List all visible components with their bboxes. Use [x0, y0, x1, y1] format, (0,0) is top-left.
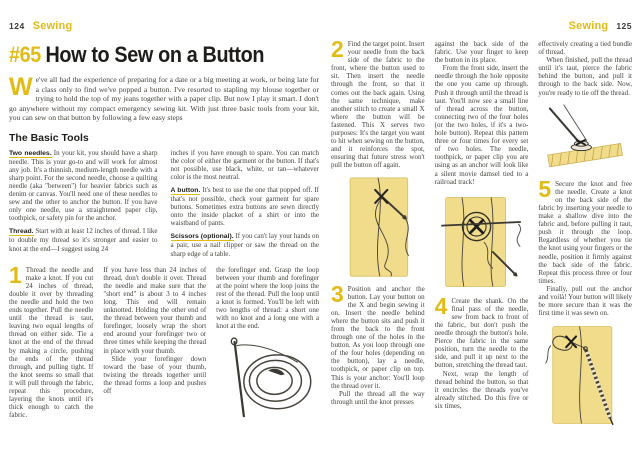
step2-paragraph: 2 Find the target point. Insert your needle from the back side of the fabric to the front, where the button used to sit. Then insert the needle through the front, so that it comes out the back again. Using the same technique, make another stitch to create a small X where the button will be fastened. This X serves two purposes: It's the target you want to hit when sewing on the button, and it reinforces the spot, ensuring that future stress won't pull the button off again.	[331, 36, 425, 170]
tie-off-needle-illustration	[544, 103, 626, 175]
anchored-button-illustration	[438, 192, 526, 292]
step3-paragraph: 3 Position and anchor the button. Lay your button on the X and begin sewing it on. Insert the needle behind where the button sits and push it from the back to the front through one of the holes in the button. As you loop through one of the four holes (depending on the button), lay a needle, toothpick, or paper clip on top. This is your anchor: You'll loop the thread over it.	[331, 280, 425, 390]
two-needles-label: Two needles.	[9, 149, 52, 157]
step1-paragraph: 1 Thread the needle and make a knot. If you cut 24 inches of thread, double it over by threading the needle and hold the two ends together. Pull the needle until the thread is taut, leaving two equal lengths of thread on either side. Tie a knot at the end of the thread by making a circle, pushing the ends of the thread through, and pulling tight. If the knot seems so small that it will pull through the fabric, repeat this procedure, layering the knots until it's thick enough to catch the fabric.	[9, 261, 94, 420]
step1-column-2	[103, 266, 206, 428]
scissors-paragraph: Scissors (optional). If you can't lay your hands on a pair, use a nail clipper or saw the thread on the sharp edge of a table.	[170, 232, 319, 258]
step1-column-3	[216, 266, 319, 428]
drop-cap: W	[9, 73, 33, 101]
thread-label: Thread.	[9, 228, 34, 236]
right-page-columns	[331, 36, 632, 432]
step4-number: 4	[434, 292, 448, 319]
right-column-1	[331, 36, 425, 432]
basic-tools-columns	[9, 149, 319, 258]
step1-number: 1	[9, 261, 22, 288]
page-number-right: 125	[616, 21, 632, 31]
target-x-stitch-illustration	[335, 176, 421, 280]
step5-finally-paragraph: Finally, pull out the anchor and voilà! Your button will likely be more secure than it was the first time it was sewn on.	[538, 284, 632, 318]
step5-number: 5	[538, 175, 552, 202]
finished-paragraph: When finished, pull the thread until it's taut, pierce the fabric behind the button, and pull it through to the back side. Now, you're ready to tie off the thread.	[538, 56, 632, 97]
step5-paragraph: 5 Secure the knot and free the needle. Create a knot on the back side of the fabric by inserting your needle to make a shallow dive into the fabric and, before pulling it taut, push it through the loop. Regardless of whether you tie the knot using your fingers or the needle, position it firmly against the back side of the fabric. Repeat this process three or four times.	[538, 175, 632, 285]
backside-paragraph: against the back side of the fabric. Use your finger to keep the button in its place.	[434, 40, 529, 65]
intro-paragraph	[9, 75, 319, 123]
step2-number: 2	[331, 36, 344, 62]
step3-pull-paragraph: Pull the thread all the way through until the knot presses	[331, 389, 425, 406]
step3-number: 3	[331, 280, 344, 307]
tools-column-2	[171, 149, 320, 258]
final-knot-illustration	[542, 323, 628, 427]
running-head-right	[331, 0, 632, 32]
step1-final-paragraph: the forefinger end. Grasp the loop between your thumb and forefinger at the point where the loop joins the rest of the thread. Pull the loop until a knot is formed. You'll be left with two lengths of thread: a short one with no knot and a long one with a knot at the end.	[216, 265, 319, 331]
article-number: #65	[9, 42, 41, 67]
scissors-label: Scissors (optional).	[170, 233, 234, 241]
step1-continued-paragraph: If you have less than 24 inches of thread, don't double it over. Thread the needle and make sure that the "short end" is about 3 to 4 inches long. This end will remain unknotted. Holding the other end of the thread between your thumb and forefinger, loosely wrap the short end around your forefinger two or three times while keeping the thread in place with your thumb.	[103, 265, 207, 355]
article-title-text: How to Sew on a Button	[45, 42, 265, 67]
step1-slide-paragraph: Slide your forefinger down toward the base of your thumb, twisting the threads together until the thread forms a loop and pushes off	[103, 354, 207, 396]
coiled-thread-needle-illustration	[216, 336, 319, 422]
right-column-2	[435, 40, 529, 432]
step1-column-1	[9, 261, 94, 428]
thread-continued-paragraph: inches if you have enough to spare. You can match the color of either the garment or the button. If that's not possible, use black, white, or tan—whatever color is the most neutral.	[170, 148, 319, 181]
section-label-left: Sewing	[32, 20, 73, 32]
thread-paragraph: Thread. Start with at least 12 inches of thread. I like to double my thread so it's stronger and easier to knot at the end—I suggest using 24	[9, 227, 158, 253]
button-label: A button.	[170, 186, 201, 194]
intro-text: e've all had the experience of preparing for a date or a big meeting at work, or being late for a class only to find we've popped a button. I've resorted to stapling my blouse together or trying to hold the top of my jeans together with a paper clip. But now I play it smart. I don't go anywhere without my compact emergency sewing kit. With just three basic tools from your kit, you can sew on that button by following a few easy steps	[9, 75, 319, 122]
button-paragraph: A button. It's best to use the one that popped off. If that's not possible, check your garment for spare buttons. Sometimes extra buttons are sewn directly onto the inside placket of a shirt or into the waistband of pants.	[170, 185, 319, 228]
step4-wrap-paragraph: Next, wrap the length of thread behind the button, so that it encircles the threads you've already stitched. Do this five or six times,	[434, 369, 529, 410]
article-title	[9, 42, 288, 68]
basic-tools-heading: The Basic Tools	[9, 131, 89, 144]
page-number-left: 124	[9, 21, 25, 31]
running-head-left	[9, 0, 319, 32]
step1-columns	[9, 261, 319, 428]
section-label-right: Sewing	[568, 20, 609, 32]
bundle-paragraph: effectively creating a tied bundle of thread.	[538, 40, 632, 57]
left-page	[9, 0, 319, 455]
tools-column-1	[9, 149, 158, 258]
step4-paragraph: 4 Create the shank. On the final pass of the needle, sew from back to front of the fabric, but don't push the needle through the button's hole. Pierce the fabric in the same position, turn the needle to the side, and pull it up next to the button, stretching the thread taut.	[434, 292, 529, 370]
front-side-paragraph: From the front side, insert the needle through the hole opposite the one you came up through. Push it through until the thread is taut. You'll now see a small line of thread across the button, connecting two of the four holes (or the two holes, if it's a two-hole button). Repeat this pattern three or four times for every set of two holes. The needle, toothpick, or paper clip you are using as an anchor will look like a silent movie damsel tied to a railroad track!	[434, 64, 529, 186]
right-page	[331, 0, 632, 455]
right-column-3	[538, 40, 632, 432]
two-needles-paragraph: Two needles. In your kit, you should have a sharp needle. This is your go-to and will work for almost any job. It's a thinnish, medium-length needle with a sharp point. For the second needle, choose a quilting needle (aka "between") for heavier fabrics such as denim or canvas. You'll need one of these needles to sew and the other to anchor the button. If you have only one needle, use a straightened paper clip, toothpick, or safety pin for the anchor.	[9, 148, 158, 223]
